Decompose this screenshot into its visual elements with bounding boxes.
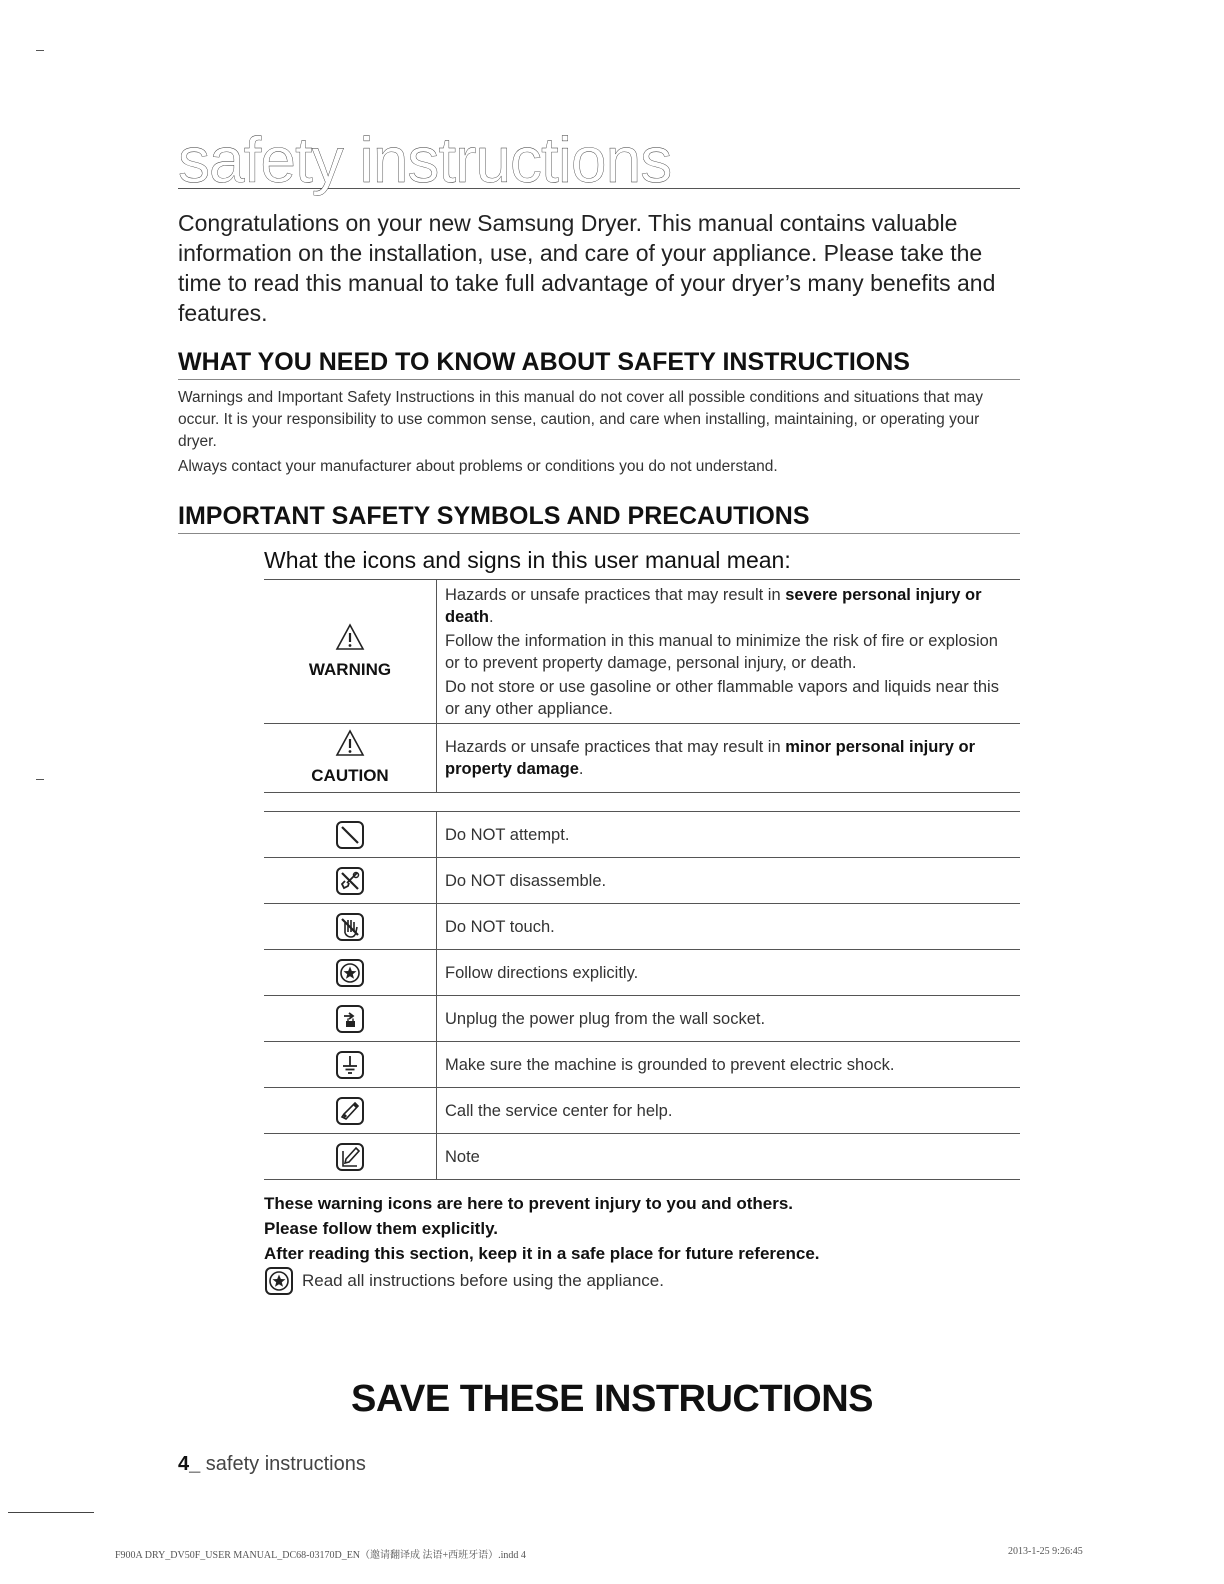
icon-cell — [264, 996, 437, 1042]
section-heading-symbols: IMPORTANT SAFETY SYMBOLS AND PRECAUTIONS — [178, 502, 1020, 534]
caution-text — [437, 724, 1021, 793]
star-icon — [264, 1266, 294, 1296]
icon-cell — [264, 1042, 437, 1088]
icon-cell — [264, 904, 437, 950]
crop-mark — [36, 779, 44, 780]
table-row — [264, 812, 1020, 858]
section-heading-know: WHAT YOU NEED TO KNOW ABOUT SAFETY INSTRUCTIONS — [178, 348, 1020, 380]
symbol-text: Do NOT touch. — [437, 904, 1021, 950]
section-paragraph: Warnings and Important Safety Instructions in this manual do not cover all possible conditions and situations that may occur. It is your responsibility to use common sense, caution, and care when installing, maintaining, or operating your dryer. — [178, 389, 983, 450]
closing-line: Please follow them explicitly. — [264, 1219, 498, 1238]
text-bold: severe personal injury or death — [445, 585, 982, 626]
read-all-text: Read all instructions before using the appliance. — [302, 1271, 664, 1290]
symbol-text: Do NOT disassemble. — [437, 858, 1021, 904]
disassemble-icon — [335, 866, 365, 896]
prohibited-icon — [335, 820, 365, 850]
icon-cell — [264, 1088, 437, 1134]
page-number-label: safety instructions — [200, 1453, 366, 1475]
text-bold: minor personal injury or property damage — [445, 738, 976, 778]
footer-divider — [8, 1512, 94, 1513]
symbol-text: Note — [437, 1134, 1021, 1180]
ground-icon — [335, 1050, 365, 1080]
footer-date: 2013-1-25 9:26:45 — [1008, 1546, 1083, 1557]
caution-cell — [264, 724, 437, 793]
icon-cell — [264, 812, 437, 858]
table-row — [264, 904, 1020, 950]
unplug-icon — [335, 1004, 365, 1034]
table-row — [264, 950, 1020, 996]
caution-label: CAUTION — [311, 766, 389, 785]
table-row — [264, 724, 1020, 793]
intro-paragraph: Congratulations on your new Samsung Dryer. This manual contains valuable information on the installation, use, and care of your appliance. Please take the time to read this manual to take full advantage of your dryer’s many benefits and features. — [178, 210, 996, 326]
symbols-table — [264, 811, 1020, 1180]
page-number — [178, 1453, 366, 1476]
table-row — [264, 1088, 1020, 1134]
warning-text-3: Do not store or use gasoline or other flammable vapors and liquids near this or any other appliance. — [445, 677, 999, 718]
table-row — [264, 1042, 1020, 1088]
read-all-note — [264, 1266, 664, 1296]
star-icon — [335, 958, 365, 988]
warning-triangle-icon — [335, 623, 365, 651]
closing-notes — [264, 1191, 820, 1266]
symbol-text: Call the service center for help. — [437, 1088, 1021, 1134]
text-part: Hazards or unsafe practices that may result in — [445, 585, 786, 604]
closing-line: These warning icons are here to prevent injury to you and others. — [264, 1194, 794, 1213]
subheading: What the icons and signs in this user manual mean: — [264, 547, 791, 573]
table-row — [264, 1134, 1020, 1180]
section-paragraph: Always contact your manufacturer about problems or conditions you do not understand. — [178, 458, 778, 475]
closing-line: After reading this section, keep it in a safe place for future reference. — [264, 1244, 820, 1263]
caution-triangle-icon — [335, 729, 365, 757]
save-instructions-heading: SAVE THESE INSTRUCTIONS — [351, 1378, 873, 1420]
text-part: . — [489, 607, 494, 626]
table-row — [264, 580, 1020, 724]
warning-text-1 — [445, 584, 1010, 628]
phone-icon — [335, 1096, 365, 1126]
text-part: . — [578, 760, 584, 778]
symbol-text: Make sure the machine is grounded to prevent electric shock. — [437, 1042, 1021, 1088]
page-number-value: 4_ — [178, 1453, 201, 1475]
warning-label: WARNING — [308, 659, 392, 679]
icon-cell — [264, 858, 437, 904]
warning-caution-table — [264, 579, 1020, 793]
text-part: Hazards or unsafe practices that may result in — [445, 738, 786, 756]
symbol-text: Follow directions explicitly. — [437, 950, 1021, 996]
warning-cell — [264, 580, 437, 724]
table-row — [264, 996, 1020, 1042]
symbol-text: Unplug the power plug from the wall socket. — [437, 996, 1021, 1042]
warning-text — [437, 580, 1021, 724]
icon-cell — [264, 950, 437, 996]
note-icon — [335, 1142, 365, 1172]
table-row — [264, 858, 1020, 904]
icon-cell — [264, 1134, 437, 1180]
footer-file: F900A DRY_DV50F_USER MANUAL_DC68-03170D_EN（邀请翻译成 法语+西班牙语）.indd 4 — [115, 1550, 526, 1561]
no-touch-icon — [335, 912, 365, 942]
page-title: safety instructions — [178, 118, 1020, 189]
symbol-text: Do NOT attempt. — [437, 812, 1021, 858]
crop-mark — [36, 50, 44, 51]
warning-text-2: Follow the information in this manual to minimize the risk of fire or explosion or to prevent property damage, personal injury, or death. — [445, 631, 998, 672]
